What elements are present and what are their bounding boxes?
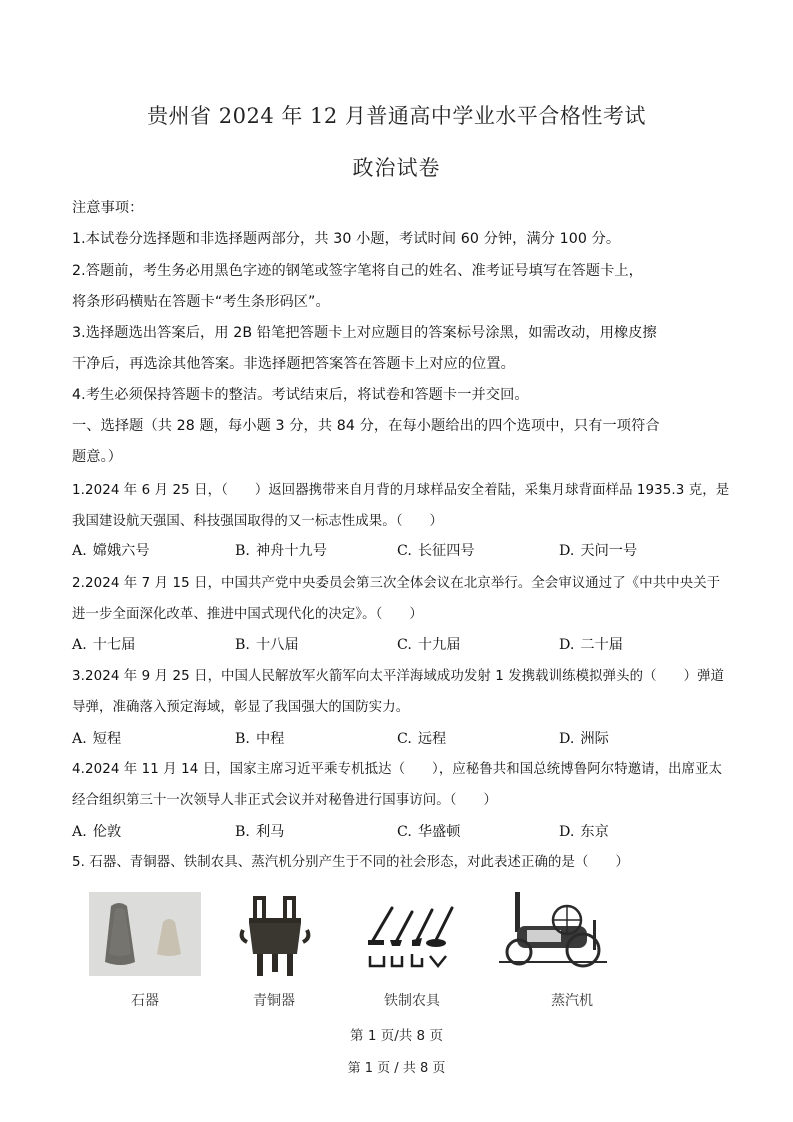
notice-line-3: 3.选择题选出答案后，用 2B 铅笔把答题卡上对应题目的答案标号涂黑，如需改动，用橡皮擦 bbox=[72, 325, 657, 341]
notice-line-1: 1.本试卷分选择题和非选择题两部分，共 30 小题，考试时间 60 分钟，满分 100 分。 bbox=[72, 231, 621, 247]
option-c[interactable]: C. 远程 bbox=[397, 731, 447, 747]
question-2-text: 2.2024 年 7 月 15 日，中国共产党中央委员会第三次全体会议在北京举行。全会审议通过了《中共中央关于 bbox=[72, 576, 721, 591]
iron-tools-image bbox=[366, 902, 456, 984]
option-d[interactable]: D. 天问一号 bbox=[559, 543, 638, 559]
option-c[interactable]: C. 长征四号 bbox=[397, 543, 475, 559]
option-d[interactable]: D. 东京 bbox=[559, 824, 609, 840]
question-4-text: 4.2024 年 11 月 14 日，国家主席习近平乘专机抵达（ ），应秘鲁共和国总统博鲁阿尔特邀请，出席亚太 bbox=[72, 762, 723, 777]
stone-tools-image bbox=[89, 892, 201, 976]
question-2-options bbox=[72, 635, 732, 655]
option-d[interactable]: D. 洲际 bbox=[559, 731, 609, 747]
question-1-text-cont: 我国建设航天强国、科技强国取得的又一标志性成果。（ ） bbox=[72, 514, 444, 529]
exam-title: 贵州省 2024 年 12 月普通高中学业水平合格性考试 bbox=[147, 104, 646, 128]
question-3-text: 3.2024 年 9 月 25 日，中国人民解放军火箭军向太平洋海域成功发射 1 发携载训练模拟弹头的（ ）弹道 bbox=[72, 669, 725, 684]
page-number-inner: 第 1 页/共 8 页 bbox=[350, 1028, 443, 1044]
steam-engine-image bbox=[497, 890, 609, 970]
exam-subtitle: 政治试卷 bbox=[352, 156, 441, 180]
section-heading-cont: 题意。） bbox=[72, 449, 123, 465]
section-heading: 一、选择题（共 28 题，每小题 3 分，共 84 分，在每小题给出的四个选项中，只有一项符合 bbox=[72, 418, 660, 434]
option-b[interactable]: B. 利马 bbox=[235, 824, 285, 840]
option-b[interactable]: B. 神舟十九号 bbox=[235, 543, 327, 559]
question-4-text-cont: 经合组织第三十一次领导人非正式会议并对秘鲁进行国事访问。（ ） bbox=[72, 793, 497, 808]
option-d[interactable]: D. 二十届 bbox=[559, 637, 623, 653]
question-4-options bbox=[72, 822, 732, 842]
question-3-options bbox=[72, 729, 732, 749]
option-a[interactable]: A. 嫦娥六号 bbox=[72, 543, 150, 559]
page-number-footer: 第 1 页 / 共 8 页 bbox=[347, 1061, 446, 1076]
notice-heading: 注意事项： bbox=[72, 200, 144, 216]
iron-farm-tools-icon bbox=[366, 902, 456, 984]
stone-tools-caption: 石器 bbox=[131, 993, 159, 1009]
option-c[interactable]: C. 华盛顿 bbox=[397, 824, 461, 840]
steam-engine-caption: 蒸汽机 bbox=[551, 993, 593, 1009]
question-1-text: 1.2024 年 6 月 25 日，（ ）返回器携带来自月背的月球样品安全着陆，采集月球背面样品 1935.3 克，是 bbox=[72, 483, 730, 498]
question-1-options bbox=[72, 541, 732, 561]
option-c[interactable]: C. 十九届 bbox=[397, 637, 461, 653]
question-3-text-cont: 导弹，准确落入预定海域，彰显了我国强大的国防实力。 bbox=[72, 700, 410, 715]
stone-tools-icon bbox=[89, 892, 201, 976]
option-b[interactable]: B. 中程 bbox=[235, 731, 285, 747]
bronze-vessel-caption: 青铜器 bbox=[253, 993, 295, 1009]
option-b[interactable]: B. 十八届 bbox=[235, 637, 299, 653]
steam-engine-icon bbox=[497, 890, 609, 970]
notice-line-2-cont: 将条形码横贴在答题卡“考生条形码区”。 bbox=[72, 294, 330, 310]
bronze-ding-icon bbox=[235, 892, 315, 980]
question-5-text: 5. 石器、青铜器、铁制农具、蒸汽机分别产生于不同的社会形态，对此表述正确的是（ ） bbox=[72, 855, 629, 870]
iron-tools-caption: 铁制农具 bbox=[384, 993, 440, 1009]
option-a[interactable]: A. 短程 bbox=[72, 731, 122, 747]
question-2-text-cont: 进一步全面深化改革、推进中国式现代化的决定》。（ ） bbox=[72, 607, 423, 622]
option-a[interactable]: A. 十七届 bbox=[72, 637, 136, 653]
notice-line-3-cont: 干净后，再选涂其他答案。非选择题把答案答在答题卡上对应的位置。 bbox=[72, 356, 515, 372]
bronze-vessel-image bbox=[235, 892, 315, 980]
option-a[interactable]: A. 伦敦 bbox=[72, 824, 122, 840]
notice-line-2: 2.答题前，考生务必用黑色字迹的钢笔或签字笔将自己的姓名、准考证号填写在答题卡上， bbox=[72, 263, 643, 279]
notice-line-4: 4.考生必须保持答题卡的整洁。考试结束后，将试卷和答题卡一并交回。 bbox=[72, 387, 529, 403]
